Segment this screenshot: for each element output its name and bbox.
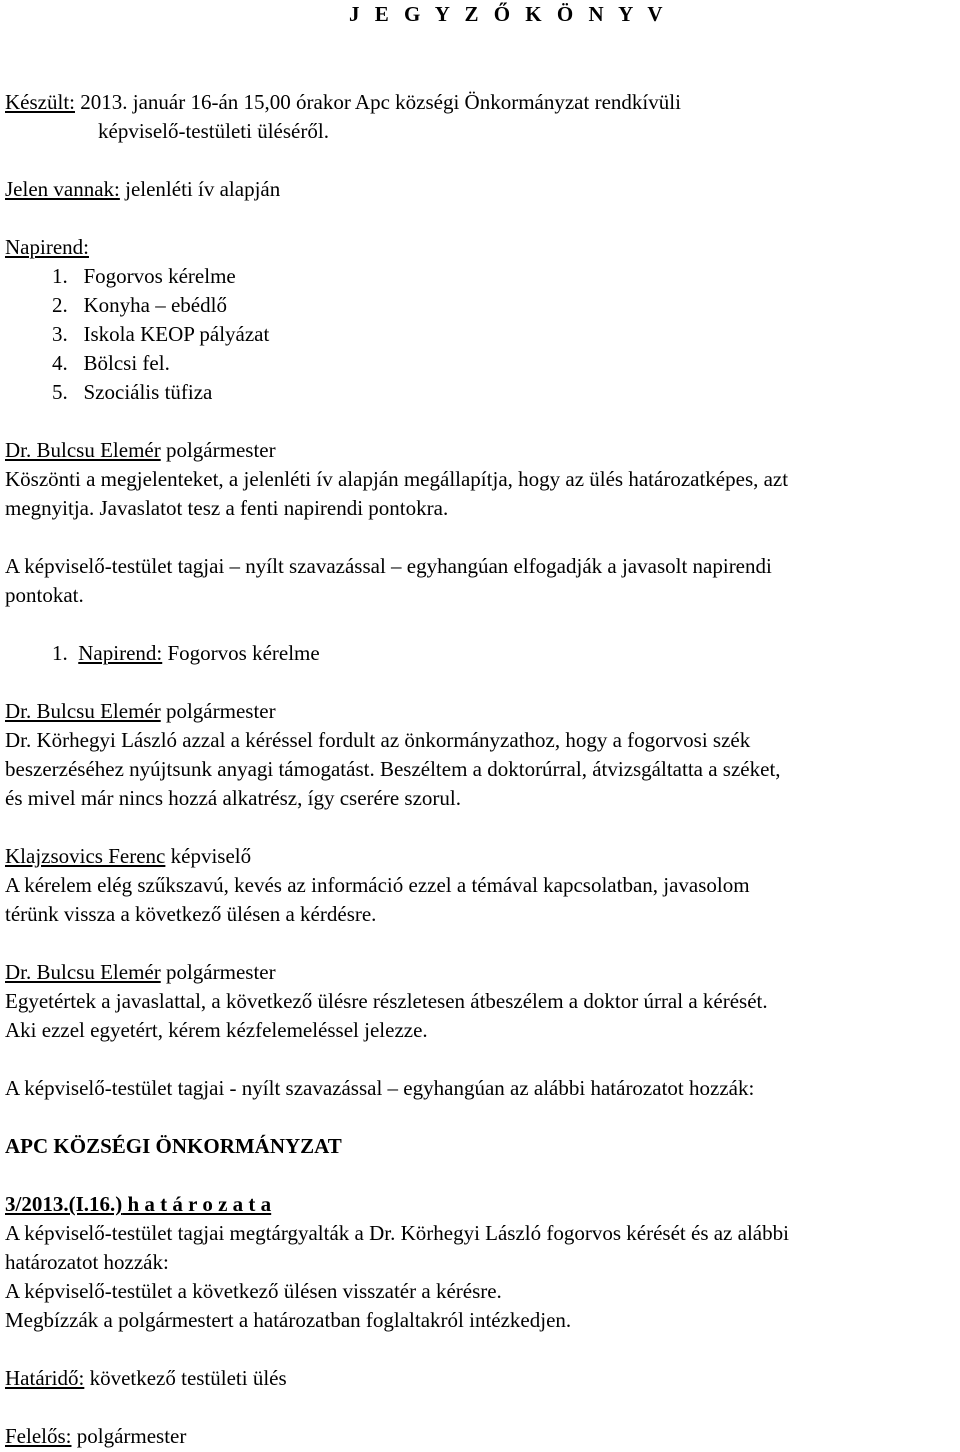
item-text: Fogorvos kérelme: [83, 264, 236, 288]
paragraph-line: A kérelem elég szűkszavú, kevés az információ ezzel a témával kapcsolatban, javasolom: [5, 873, 750, 897]
vote-line: A képviselő-testület tagjai - nyílt szavazással – egyhangúan az alábbi határozatot hozzák:: [5, 1076, 755, 1100]
paragraph-text: Köszönti a megjelenteket, a jelenléti ív alapján megállapítja, hogy az ülés határozatképes, azt: [5, 467, 789, 491]
item-text: Iskola KEOP pályázat: [83, 322, 270, 346]
vote-line: A képviselő-testület tagjai – nyílt szavazással – egyhangúan elfogadják a javasolt napirendi: [5, 554, 772, 578]
speaker-name: Dr. Bulcsu Elemér: [5, 699, 161, 723]
vote-line: pontokat.: [5, 583, 84, 607]
paragraph-line: Aki ezzel egyetért, kérem kézfelemeléssel jelezze.: [5, 1018, 428, 1042]
item-text: Szociális tüfiza: [83, 380, 213, 404]
item-number: 5.: [52, 380, 68, 404]
responsible-text: polgármester: [76, 1424, 187, 1448]
resolution-label: h a t á r o z a t a: [127, 1192, 272, 1216]
paragraph-line: és mivel már nincs hozzá alkatrész, így cserére szorul.: [5, 786, 461, 810]
agenda-heading: [52, 639, 320, 668]
agenda-label: Napirend:: [78, 641, 163, 665]
item-number: 4.: [52, 351, 68, 375]
speaker-role: polgármester: [165, 699, 276, 723]
paragraph-line: Megbízzák a polgármestert a határozatban foglaltakról intézkedjen.: [5, 1308, 572, 1332]
keszult-text: 2013. január 16-án 15,00 órakor Apc községi Önkormányzat rendkívüli: [80, 90, 681, 114]
paragraph-line: megnyitja. Javaslatot tesz a fenti napirendi pontokra.: [5, 496, 449, 520]
paragraph-line: térünk vissza a következő ülésen a kérdésre.: [5, 902, 377, 926]
agenda-number: 1.: [52, 641, 68, 665]
napirend-item: [52, 349, 170, 378]
resolution-heading: [5, 1190, 271, 1219]
speaker-line: [5, 842, 251, 871]
speaker-line: [5, 436, 276, 465]
speaker-line: [5, 697, 276, 726]
item-text: Bölcsi fel.: [83, 351, 170, 375]
responsible-line: [5, 1422, 186, 1451]
deadline-text: következő testületi ülés: [89, 1366, 287, 1390]
speaker-role: polgármester: [165, 438, 276, 462]
speaker-name: Klajzsovics Ferenc: [5, 844, 166, 868]
napirend-item: [52, 262, 236, 291]
napirend-item: [52, 291, 227, 320]
resolution-number: 3/2013.(I.16.): [5, 1192, 123, 1216]
napirend-item: [52, 378, 212, 407]
keszult-line: [5, 88, 681, 117]
item-text: Konyha – ebédlő: [83, 293, 227, 317]
item-number: 2.: [52, 293, 68, 317]
speaker-role: képviselő: [170, 844, 252, 868]
paragraph-line: Egyetértek a javaslattal, a következő ülésre részletesen átbeszélem a doktor úrral a kérését.: [5, 989, 768, 1013]
speaker-name: Dr. Bulcsu Elemér: [5, 438, 161, 462]
paragraph-line: beszerzéséhez nyújtsunk anyagi támogatást. Beszéltem a doktorúrral, átvizsgáltatta a széket,: [5, 757, 781, 781]
jelen-text: jelenléti ív alapján: [125, 177, 281, 201]
jelen-label: Jelen vannak:: [5, 177, 120, 201]
organization-heading: APC KÖZSÉGI ÖNKORMÁNYZAT: [5, 1134, 342, 1158]
agenda-text: Fogorvos kérelme: [167, 641, 320, 665]
jelen-line: [5, 175, 280, 204]
keszult-label: Készült:: [5, 90, 75, 114]
item-number: 1.: [52, 264, 68, 288]
napirend-label: Napirend:: [5, 235, 89, 259]
speaker-line: [5, 958, 276, 987]
responsible-label: Felelős:: [5, 1424, 72, 1448]
paragraph-line: A képviselő-testület a következő ülésen visszatér a kérésre.: [5, 1279, 502, 1303]
speaker-name: Dr. Bulcsu Elemér: [5, 960, 161, 984]
deadline-label: Határidő:: [5, 1366, 85, 1390]
speaker-role: polgármester: [165, 960, 276, 984]
paragraph-line: határozatot hozzák:: [5, 1250, 169, 1274]
document-title: J E G Y Z Ő K Ö N Y V: [349, 2, 668, 26]
napirend-item: [52, 320, 269, 349]
keszult-line2: képviselő-testületi üléséről.: [98, 119, 329, 143]
deadline-line: [5, 1364, 287, 1393]
paragraph-line: A képviselő-testület tagjai megtárgyalták a Dr. Körhegyi László fogorvos kérését és az alábbi: [5, 1221, 789, 1245]
paragraph-line: [5, 465, 788, 494]
paragraph-line: Dr. Körhegyi László azzal a kéréssel fordult az önkormányzathoz, hogy a fogorvosi szék: [5, 728, 751, 752]
item-number: 3.: [52, 322, 68, 346]
